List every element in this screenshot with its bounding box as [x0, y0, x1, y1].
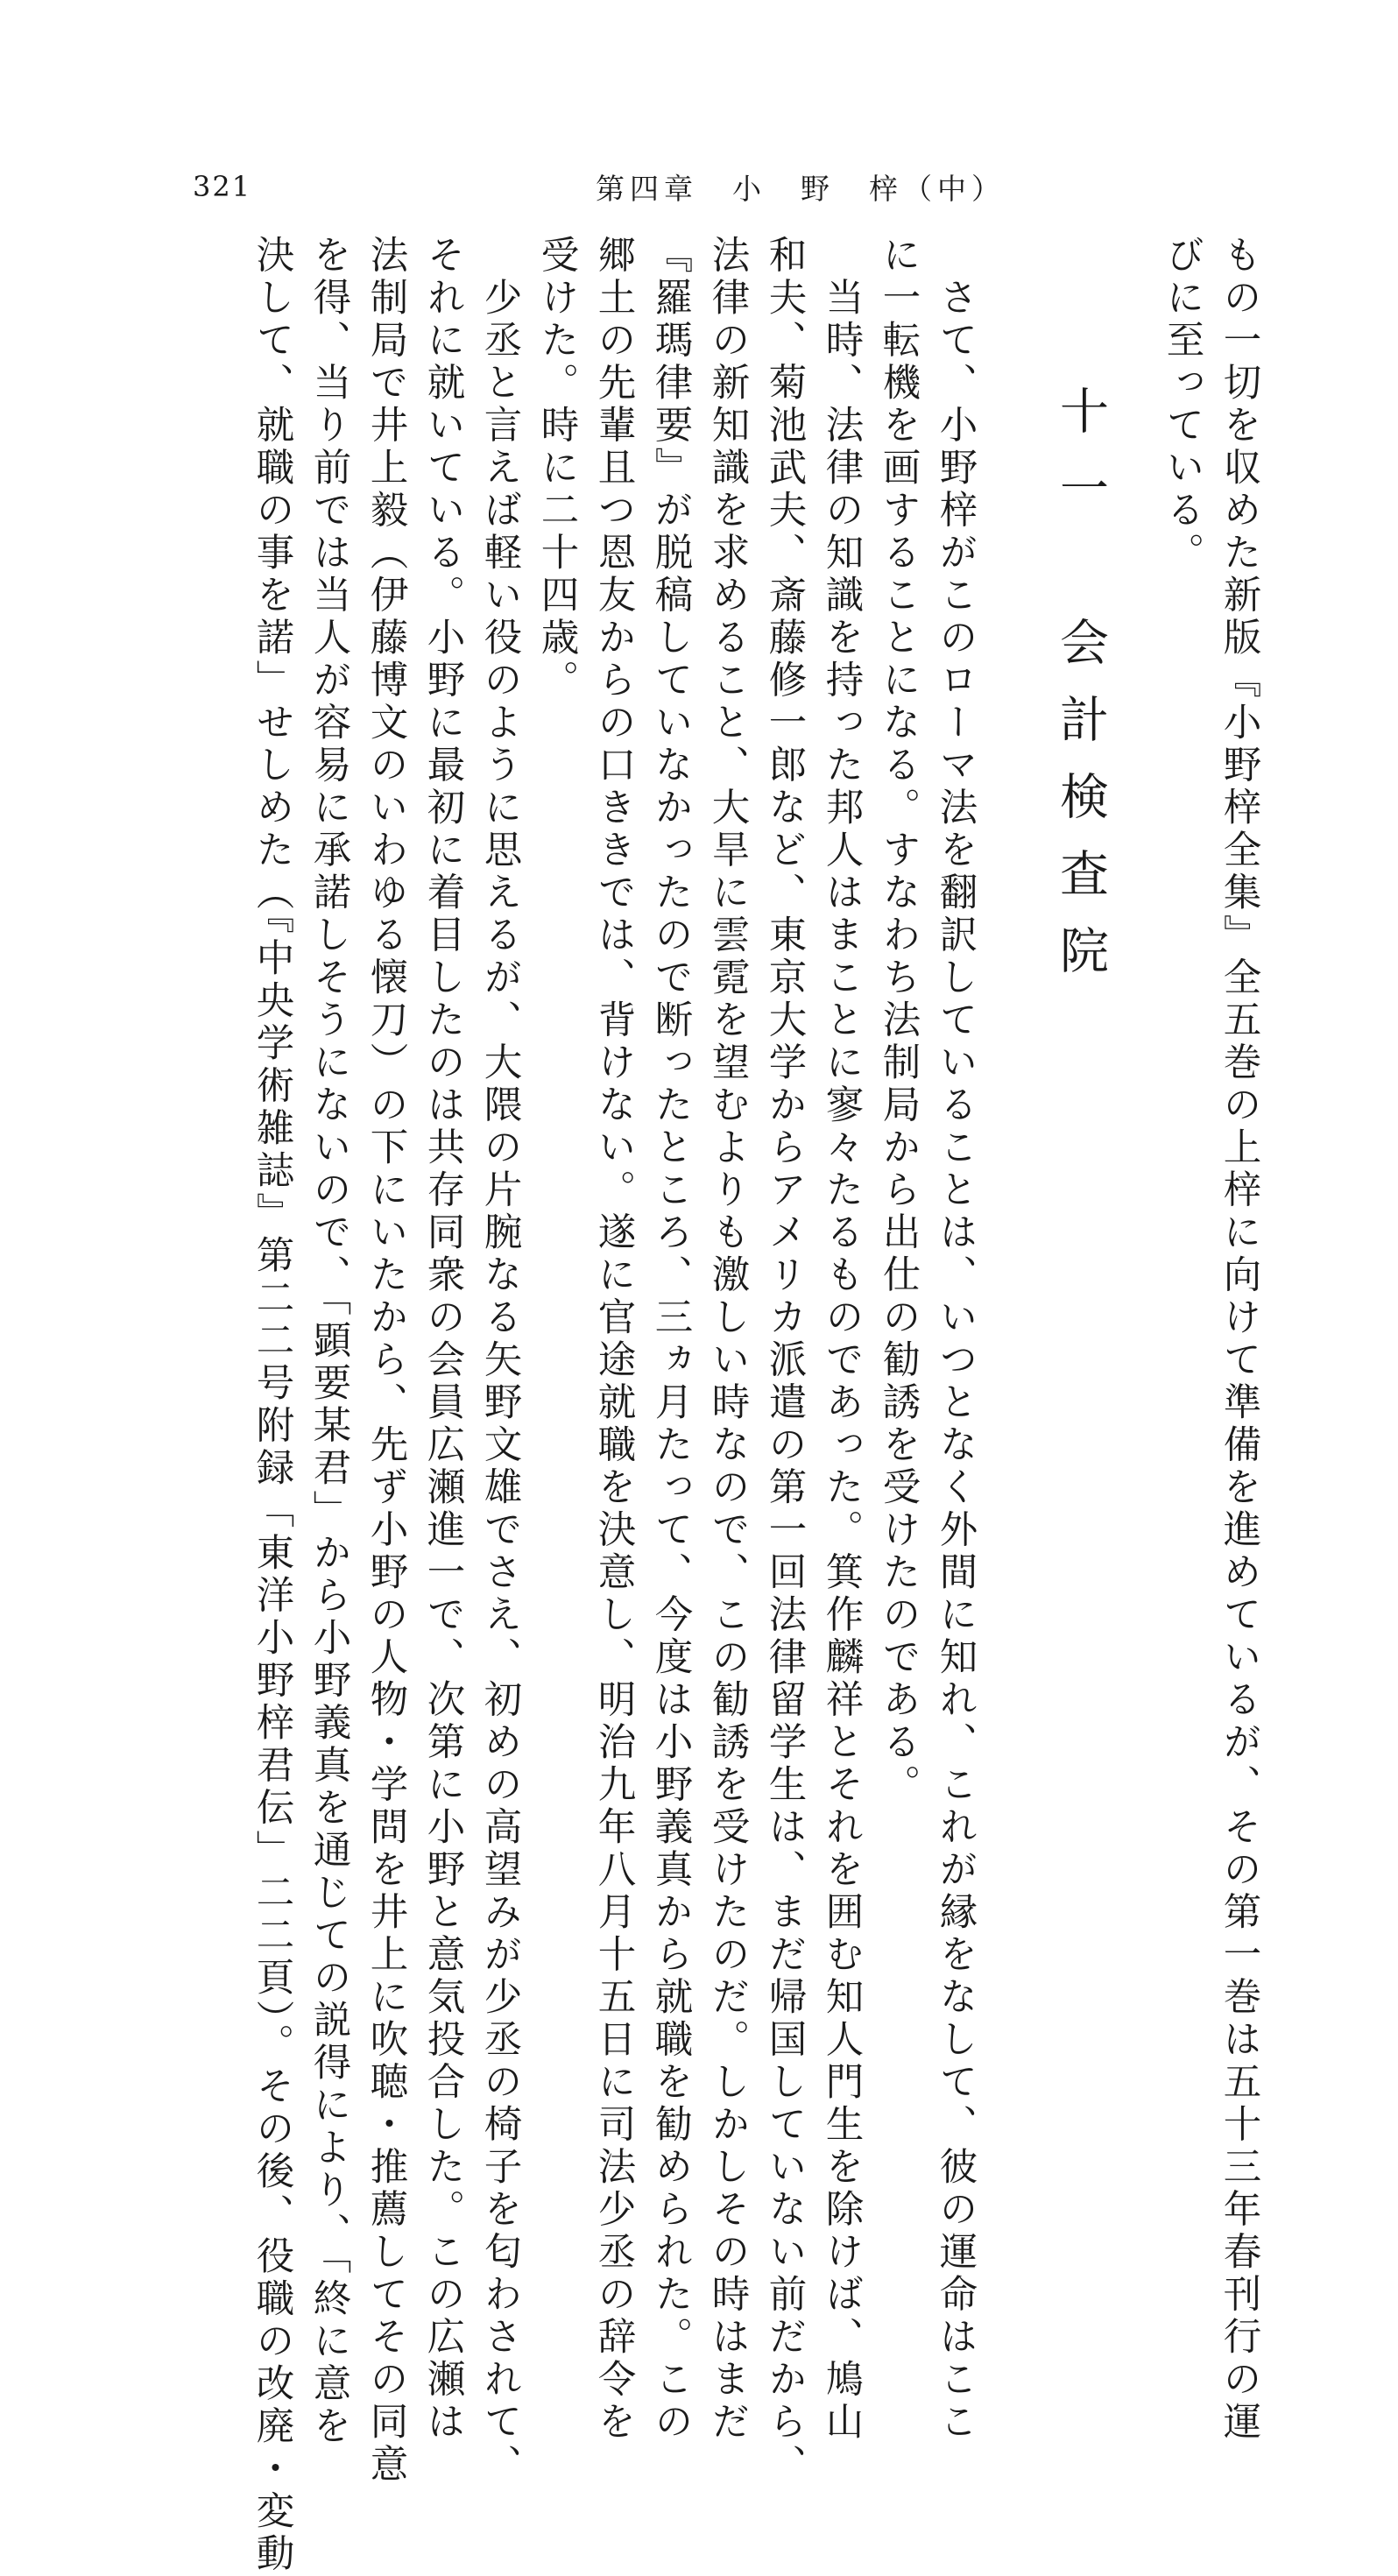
text-column-10: 受けた。時に二十四歳。 [534, 235, 579, 702]
text-column-9: 郷土の先輩且つ恩友からの口ききでは、背けない。遂に官途就職を決意し、明治九年八月十五日に司法少丞の辞令を [591, 235, 636, 2444]
text-column-7: 法律の新知識を求めること、大旱に雲霓を望むよりも激しい時なので、この勧誘を受けたのだ。しかしその時はまだ [705, 235, 750, 2444]
text-column-4: に一転機を画することになる。すなわち法制局から出仕の勧誘を受けたのである。 [876, 235, 921, 1807]
text-column-5: 当時、法律の知識を持った邦人はまことに寥々たるものであった。箕作麟祥とそれを囲む知人門生を除けば、鳩山 [819, 235, 864, 2444]
text-column-6: 和夫、菊池武夫、斎藤修一郎など、東京大学からアメリカ派遣の第一回法律留学生は、まだ帰国していない前だから、 [762, 235, 807, 2487]
text-column-14: を得、当り前では当人が容易に承諾しそうにないので、「顕要某君」から小野義真を通じての説得により、「終に意を [307, 235, 351, 2448]
page-number: 321 [193, 170, 252, 203]
running-head: 第四章 小 野 梓（中） [596, 172, 1006, 206]
section-heading: 十一 会計検査院 [1052, 385, 1109, 1002]
text-column-11: 少丞と言えば軽い役のように思えるが、大隈の片腕なる矢野文雄でさえ、初めの高望みが少丞の椅子を匂わされて、 [477, 235, 522, 2487]
text-column-15: 決して、就職の事を諾」せしめた（『中央学術雑誌』第二二号附録「東洋小野梓君伝」二二頁）。その後、役職の改廃・変動 [250, 235, 294, 2576]
text-column-3: さて、小野梓がこのローマ法を翻訳していることは、いつとなく外間に知れ、これが縁をなして、彼の運命はここ [933, 235, 978, 2444]
text-column-2: びに至っている。 [1160, 235, 1204, 575]
text-column-13: 法制局で井上毅（伊藤博文のいわゆる懐刀）の下にいたから、先ず小野の人物・学問を井上に吹聴・推薦してその同意 [364, 235, 408, 2487]
text-column-8: 『羅瑪律要』が脱稿していなかったので断ったところ、三ヵ月たって、今度は小野義真から就職を勧められた。この [648, 235, 693, 2444]
text-column-1: もの一切を収めた新版『小野梓全集』全五巻の上梓に向けて準備を進めているが、その第一巻は五十三年春刊行の運 [1217, 235, 1261, 2444]
text-column-12: それに就いている。小野に最初に着目したのは共存同衆の会員広瀬進一で、次第に小野と意気投合した。この広瀬は [420, 235, 465, 2444]
